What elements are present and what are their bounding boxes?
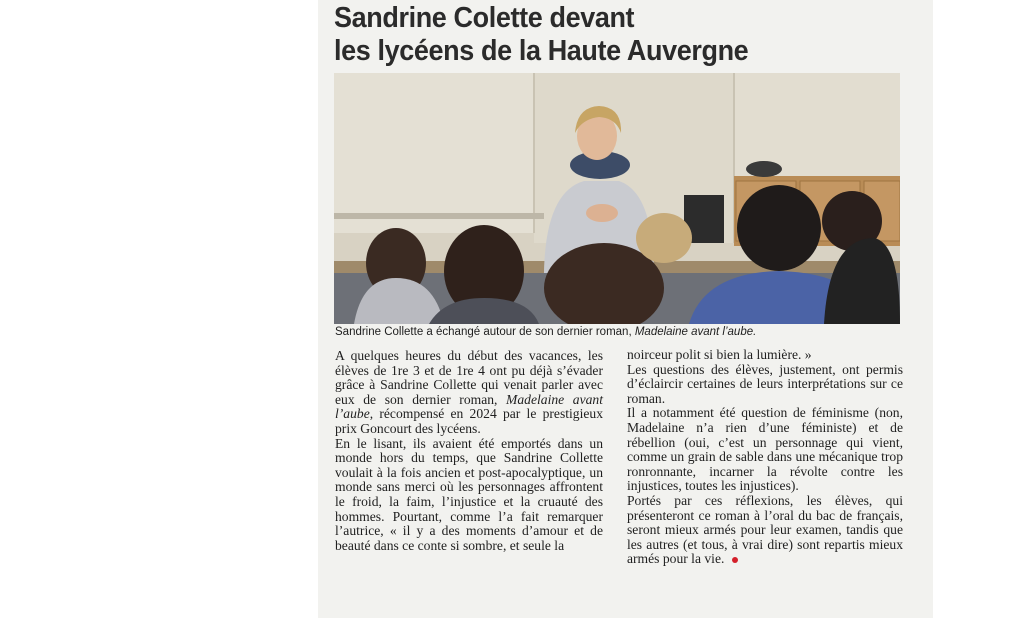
paragraph: noirceur polit si bien la lumière. » [627, 347, 812, 362]
paragraph-text: , récompensé en 2024 par le prestigieux prix Goncourt des lycéens. [335, 406, 603, 436]
paragraph: En le lisant, ils avaient été emportés dans un monde hors du temps, que Sandrine Collette voulait à la fois ancien et post-apocalyptique, un monde sans merci où les personnages affrontent le froid, la faim, l’injustice et la cruauté des hommes. Pourtant, comme l’a fait remarquer l’autrice, « il y a des moments d’amour et de beauté dans ce conte si sombre, et seule la [335, 435, 603, 553]
headline-line-2: les lycéens de la Haute Auvergne [334, 35, 749, 67]
caption-text: Sandrine Collette a échangé autour de son dernier roman, [335, 326, 635, 338]
paragraph-text: A quelques heures du début des vacances, les élèves de 1re 3 et de 1re 4 ont pu déjà s’évader grâce à Sandrine Collette qui venait parler avec eux de son dernier roman, [335, 348, 603, 407]
newspaper-clipping [318, 0, 933, 618]
paragraph-last [627, 494, 903, 567]
headline-line-1: Sandrine Colette devant [334, 2, 635, 34]
classroom-photo-illustration [334, 73, 900, 324]
caption-book-title: Madelaine avant l’aube. [634, 326, 757, 338]
article-column-2 [627, 348, 903, 567]
book-title: Madelaine avant l’aube [335, 391, 603, 422]
paragraph: Les questions des élèves, justement, ont permis d’éclaircir certaines de leurs interprétations sur ce roman. [627, 361, 903, 406]
photo-caption [335, 325, 915, 339]
paragraph: Il a notamment été question de féminisme (non, Madelaine n’a rien d’une féministe) et de rébellion (oui, c’est un personnage qui vient, comme un grain de sable dans une mécanique trop ronronnante, incarner la révolte contre les injustices, toutes les injustices). [627, 405, 903, 494]
headline [334, 2, 883, 68]
red-dot-icon [732, 557, 738, 563]
article-column-1 [335, 349, 603, 553]
paragraph [335, 349, 603, 437]
article-photo [334, 73, 900, 324]
paragraph-text: Portés par ces réflexions, les élèves, qui présenteront ce roman à l’oral du bac de français, seront mieux armés pour leur examen, tandis que les autres (et tous, à vrai dire) sont repartis mieux armés pour la vie. [627, 492, 903, 567]
